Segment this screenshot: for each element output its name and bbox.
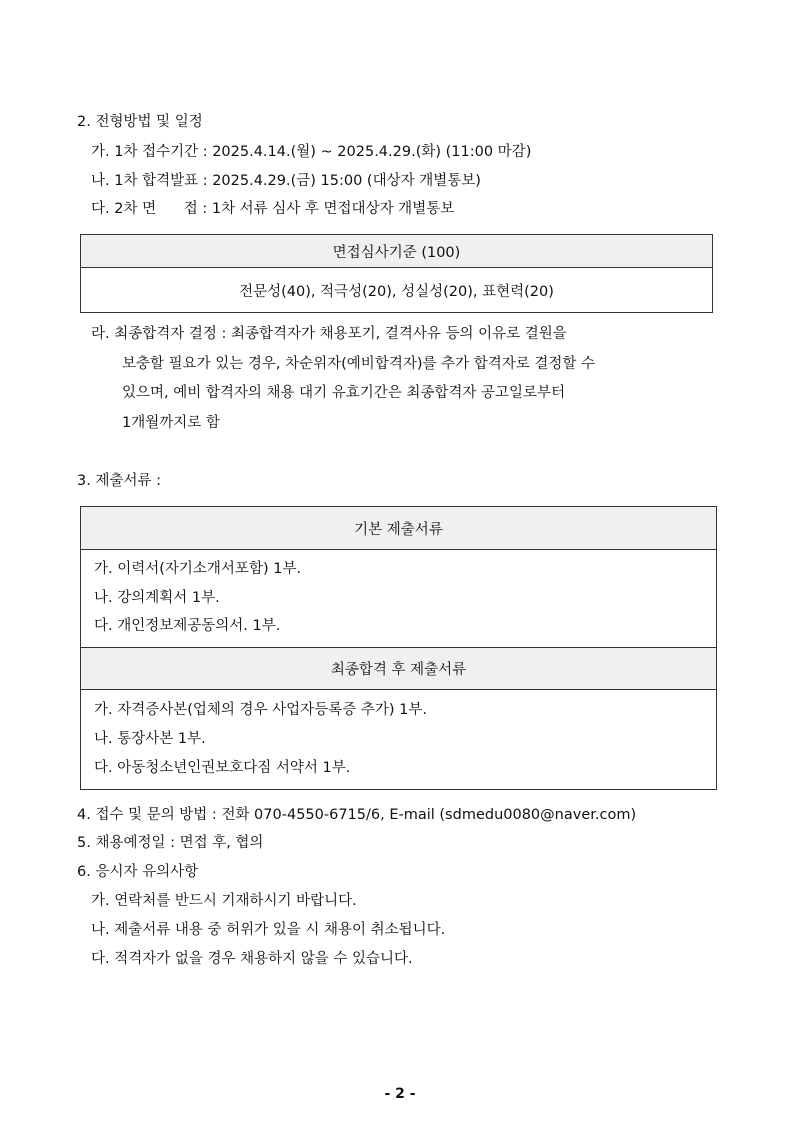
section2-item-3: 다. 2차 면 접 : 1차 서류 심사 후 면접대상자 개별통보 <box>91 201 455 217</box>
basic-documents-header: 기본 제출서류 <box>81 507 716 550</box>
section2-final-line-2: 보충할 필요가 있는 경우, 차순위자(예비합격자)를 추가 합격자로 결정할 수 <box>122 356 596 372</box>
section4-label: 4. 접수 및 문의 방법 : <box>77 807 222 823</box>
section2-final-line-3: 있으며, 예비 합격자의 채용 대기 유효기간은 최종합격자 공고일로부터 <box>122 385 566 401</box>
page-number: - 2 - <box>384 1086 416 1102</box>
section5-line: 5. 채용예정일 : 면접 후, 협의 <box>77 835 264 851</box>
final-document-2: 나. 통장사본 1부. <box>94 731 206 747</box>
section6-heading: 6. 응시자 유의사항 <box>77 864 199 880</box>
interview-criteria-header: 면접심사기준 (100) <box>81 235 712 268</box>
section4-line <box>77 805 636 825</box>
final-document-1: 가. 자격증사본(업체의 경우 사업자등록증 추가) 1부. <box>94 702 427 718</box>
section2-heading: 2. 전형방법 및 일정 <box>77 114 203 130</box>
final-documents-header: 최종합격 후 제출서류 <box>81 647 716 690</box>
section2-item-1: 가. 1차 접수기간 : 2025.4.14.(월) ~ 2025.4.29.(화) (11:00 마감) <box>91 144 532 160</box>
section2-final-line-4: 1개월까지로 함 <box>122 415 220 431</box>
section3-heading: 3. 제출서류 : <box>77 473 161 489</box>
interview-criteria-values: 전문성(40), 적극성(20), 성실성(20), 표현력(20) <box>239 284 554 300</box>
section2-item-2: 나. 1차 합격발표 : 2025.4.29.(금) 15:00 (대상자 개별통보) <box>91 173 481 189</box>
basic-document-1: 가. 이력서(자기소개서포함) 1부. <box>94 561 302 577</box>
section6-item-2: 나. 제출서류 내용 중 허위가 있을 시 채용이 취소됩니다. <box>91 922 446 938</box>
documents-table <box>80 506 717 790</box>
basic-document-2: 나. 강의계획서 1부. <box>94 590 220 606</box>
section2-final-line-1: 라. 최종합격자 결정 : 최종합격자가 채용포기, 결격사유 등의 이유로 결원을 <box>91 326 567 342</box>
section6-item-1: 가. 연락처를 반드시 기재하시기 바랍니다. <box>91 893 357 909</box>
interview-criteria-table <box>80 234 713 313</box>
final-document-3: 다. 아동청소년인권보호다짐 서약서 1부. <box>94 760 351 776</box>
section6-item-3: 다. 적격자가 없을 경우 채용하지 않을 수 있습니다. <box>91 951 413 967</box>
basic-document-3: 다. 개인정보제공동의서. 1부. <box>94 618 281 634</box>
section4-contact: 전화 070-4550-6715/6, E-mail (sdmedu0080@naver.com) <box>221 807 637 823</box>
